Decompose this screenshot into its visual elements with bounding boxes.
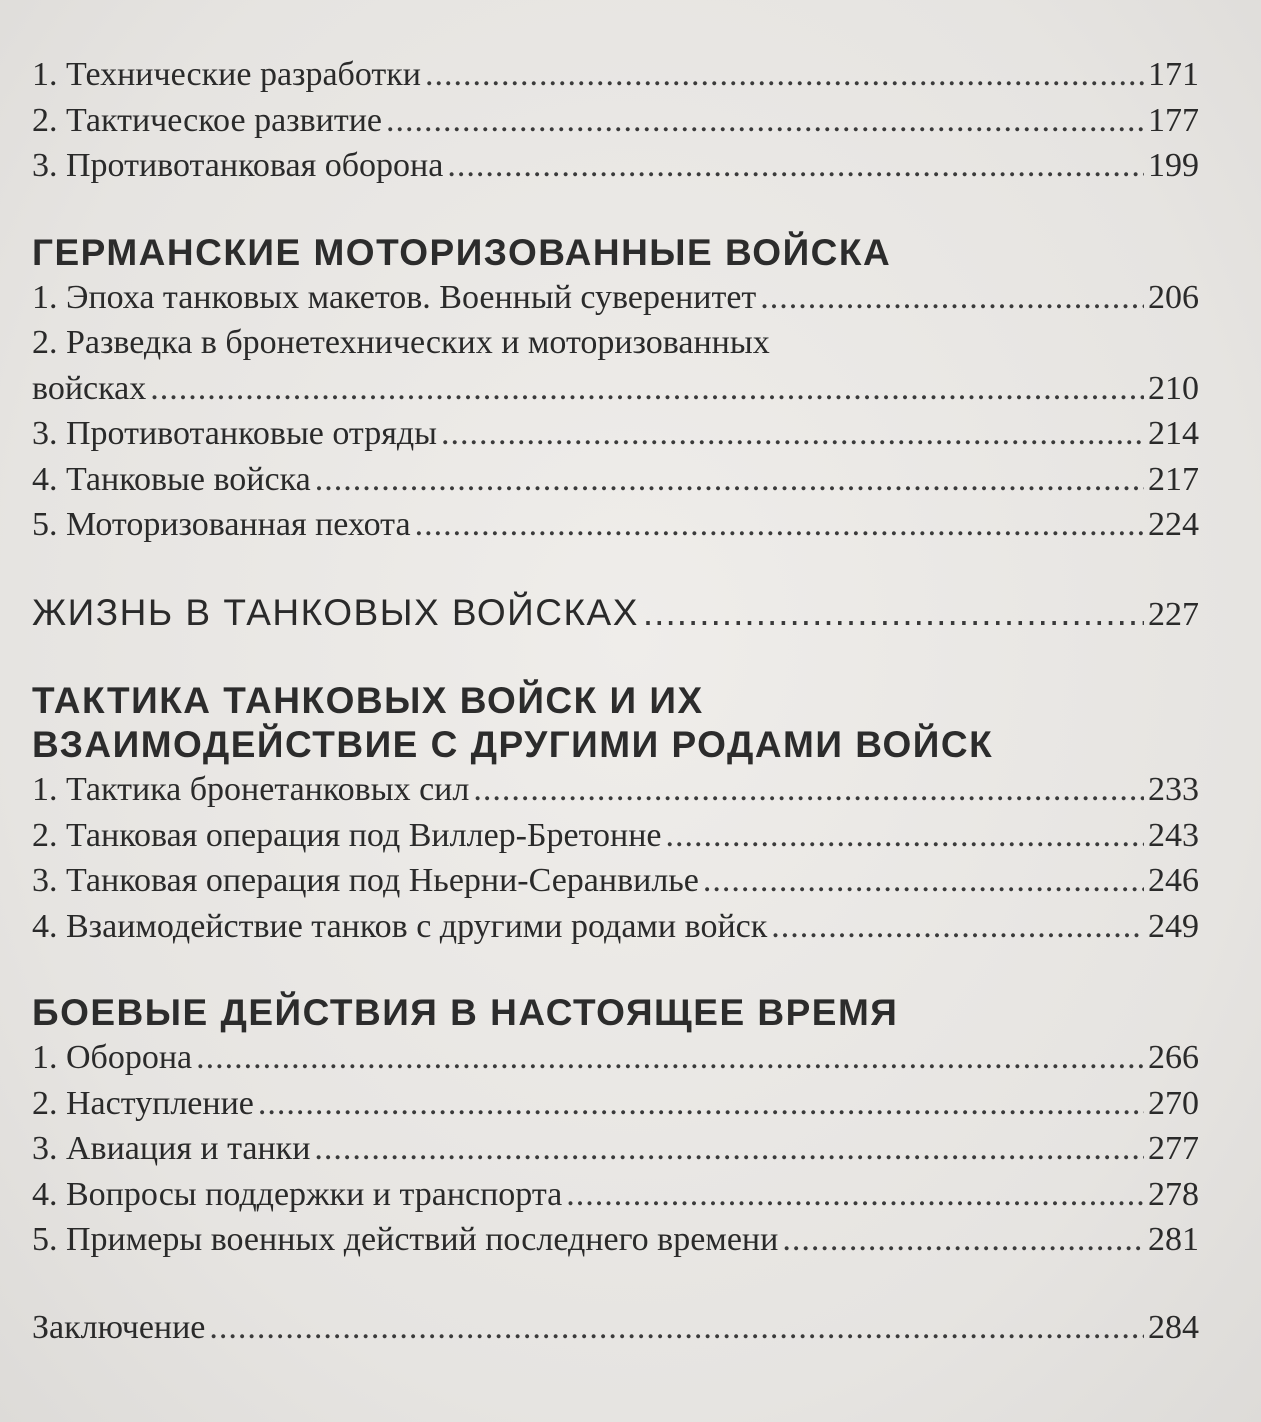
dot-leader [314, 1126, 1144, 1172]
toc-entry[interactable] [32, 1126, 1199, 1172]
toc-entry[interactable] [32, 411, 1199, 457]
toc-entry-label: 4. Вопросы поддержки и транспорта [32, 1175, 563, 1213]
dot-leader [782, 1217, 1144, 1263]
toc-entry[interactable] [32, 457, 1199, 503]
toc-entry-page: 227 [1148, 595, 1199, 633]
dot-leader [209, 1305, 1144, 1351]
toc-entry-page: 270 [1148, 1084, 1199, 1122]
toc-entry-label: 1. Тактика бронетанковых сил [32, 771, 470, 808]
toc-entry-label: 1. Технические разработки [32, 56, 421, 93]
dot-leader [665, 813, 1144, 859]
toc-entry-page: 171 [1148, 56, 1199, 93]
toc-section-tactics [32, 679, 1199, 949]
toc-entry-page: 278 [1148, 1175, 1199, 1213]
toc-entry-page: 214 [1148, 415, 1199, 452]
toc-entry-label: 3. Танковая операция под Ньерни-Серанвилье [32, 862, 699, 899]
toc-entry-label: 3. Противотанковые отряды [32, 415, 437, 452]
section-heading: БОЕВЫЕ ДЕЙСТВИЯ В НАСТОЯЩЕЕ ВРЕМЯ [32, 992, 899, 1033]
section-heading-line1: ТАКТИКА ТАНКОВЫХ ВОЙСК И ИХ [32, 680, 704, 721]
section-heading: ЖИЗНЬ В ТАНКОВЫХ ВОЙСКАХ [32, 591, 639, 633]
toc-entry-page: 243 [1148, 816, 1199, 854]
toc-entry-page: 277 [1148, 1130, 1199, 1167]
dot-leader [771, 904, 1144, 950]
toc-entry-label: 2. Тактическое развитие [32, 101, 382, 139]
toc-entry-first-line[interactable] [32, 320, 1199, 366]
toc-entry-page: 233 [1148, 771, 1199, 808]
toc-entry-label: войсках [32, 369, 147, 407]
toc-section-intro [32, 52, 1199, 189]
toc-entry-label: 4. Взаимодействие танков с другими родами войск [32, 907, 768, 945]
toc-entry-page: 199 [1148, 147, 1199, 184]
toc-entry[interactable] [32, 1305, 1199, 1351]
toc-entry-page: 224 [1148, 506, 1199, 543]
toc-entry[interactable] [32, 502, 1199, 548]
toc-entry-page: 177 [1148, 101, 1199, 139]
toc-entry[interactable] [32, 1035, 1199, 1081]
dot-leader [473, 767, 1144, 813]
dot-leader [386, 98, 1144, 144]
toc-entry-page: 284 [1148, 1308, 1199, 1346]
dot-leader [566, 1172, 1144, 1218]
toc-section-modern-combat [32, 991, 1199, 1263]
dot-leader [150, 366, 1144, 412]
toc-entry[interactable] [32, 366, 1199, 412]
section-heading: ВЗАИМОДЕЙСТВИЕ С ДРУГИМИ РОДАМИ ВОЙСК [32, 724, 994, 765]
toc-entry-page: 281 [1148, 1221, 1199, 1258]
toc-entry[interactable] [32, 143, 1199, 189]
dot-leader [447, 143, 1144, 189]
toc-entry[interactable] [32, 767, 1199, 813]
toc-entry-page: 246 [1148, 862, 1199, 899]
toc-entry-page: 217 [1148, 460, 1199, 498]
toc-entry[interactable] [32, 813, 1199, 859]
toc-entry-label: 3. Авиация и танки [32, 1130, 311, 1167]
dot-leader [441, 411, 1144, 457]
toc-entry-label: 5. Примеры военных действий последнего времени [32, 1221, 779, 1258]
toc-entry[interactable] [32, 1081, 1199, 1127]
dot-leader [703, 858, 1144, 904]
dot-leader [258, 1081, 1144, 1127]
toc-section-life [32, 590, 1199, 638]
toc-entry[interactable] [32, 98, 1199, 144]
toc-entry-label: 2. Наступление [32, 1084, 254, 1122]
dot-leader [760, 275, 1144, 321]
toc-section-conclusion [32, 1305, 1199, 1351]
toc-entry-label: 1. Оборона [32, 1039, 193, 1076]
toc-entry[interactable] [32, 1217, 1199, 1263]
dot-leader [315, 457, 1144, 503]
dot-leader [196, 1035, 1144, 1081]
toc-entry-label: 4. Танковые войска [32, 460, 311, 498]
toc-entry[interactable] [32, 904, 1199, 950]
toc-entry-label-line1: 2. Разведка в бронетехнических и моторизованных [32, 324, 770, 361]
toc-section-german-motorized [32, 231, 1199, 548]
toc-entry-label: 5. Моторизованная пехота [32, 506, 411, 543]
toc-entry[interactable] [32, 858, 1199, 904]
dot-leader [643, 590, 1144, 636]
toc-entry-label: 3. Противотанковая оборона [32, 147, 444, 184]
toc-entry[interactable] [32, 275, 1199, 321]
toc-entry-label: 1. Эпоха танковых макетов. Военный суверенитет [32, 278, 757, 316]
toc-entry-label: Заключение [32, 1308, 206, 1346]
toc-entry-page: 249 [1148, 907, 1199, 945]
toc-entry-page: 206 [1148, 278, 1199, 316]
section-heading: ГЕРМАНСКИЕ МОТОРИЗОВАННЫЕ ВОЙСКА [32, 231, 892, 273]
dot-leader [425, 52, 1144, 98]
toc-heading-entry[interactable] [32, 590, 1199, 638]
dot-leader [415, 502, 1144, 548]
toc-entry-page: 266 [1148, 1039, 1199, 1076]
toc-entry[interactable] [32, 52, 1199, 98]
toc-entry-page: 210 [1148, 369, 1199, 407]
toc-entry-label: 2. Танковая операция под Виллер-Бретонне [32, 816, 662, 854]
toc-entry[interactable] [32, 1172, 1199, 1218]
